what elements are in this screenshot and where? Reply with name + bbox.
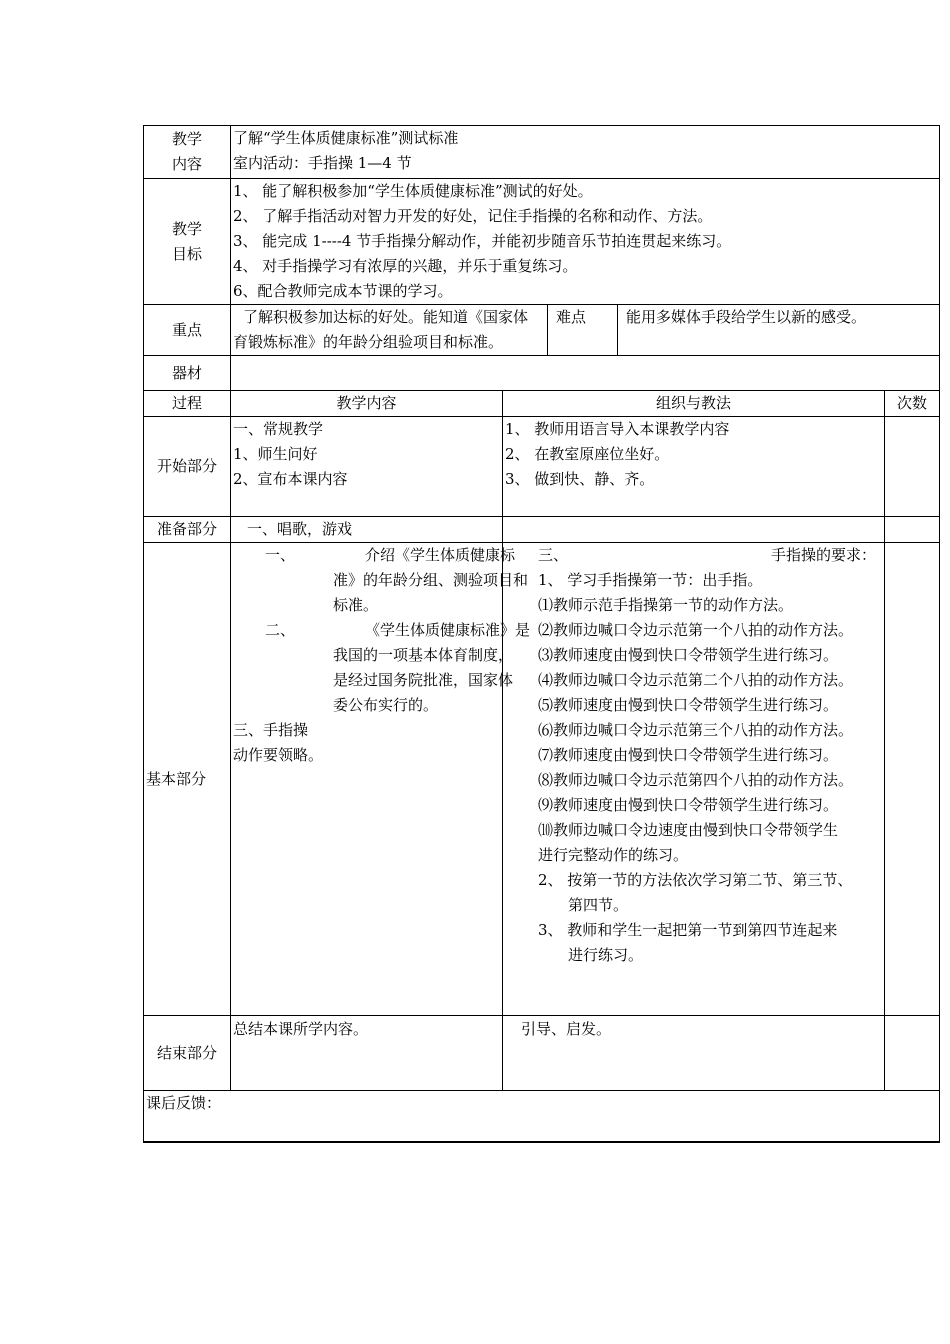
goal-item: 2、 了解手指活动对智力开发的好处，记住手指操的名称和动作、方法。 <box>233 207 713 225</box>
row-process-header <box>144 391 940 417</box>
content-line: 了解“学生体质健康标准”测试标准 <box>233 129 459 147</box>
method-sub-item: ⑶教师速度由慢到快口令带领学生进行练习。 <box>538 646 839 664</box>
method-sub-item: ⑷教师边喊口令边示范第二个八拍的动作方法。 <box>538 671 854 689</box>
method-heading: 三、 手指操的要求： <box>538 546 876 564</box>
method-sub-item: ⑻教师边喊口令边示范第四个八拍的动作方法。 <box>538 771 854 789</box>
content-line: 室内活动：手指操 1—4 节 <box>233 154 412 172</box>
method-sub-item: ⑺教师速度由慢到快口令带领学生进行练习。 <box>538 746 839 764</box>
teaching-content-value <box>231 126 940 179</box>
row-teaching-goals <box>144 179 940 305</box>
goal-item: 4、 对手指操学习有浓厚的兴趣，并乐于重复练习。 <box>233 257 578 275</box>
list-item: 1、师生问好 <box>233 445 318 463</box>
difficulty-label: 难点 <box>548 305 618 356</box>
goal-item: 6、配合教师完成本节课的学习。 <box>233 282 453 300</box>
start-content <box>231 417 503 517</box>
prepare-count <box>885 517 940 543</box>
basic-content <box>231 543 531 1016</box>
start-method <box>503 417 885 517</box>
key-point-value: 了解积极参加达标的好处。能知道《国家体 育锻炼标准》的年龄分组验项目和标准。 <box>231 305 548 356</box>
row-prepare-part <box>144 517 940 543</box>
method-step: 2、 按第一节的方法依次学习第二节、第三节、 <box>538 871 853 889</box>
header-count: 次数 <box>885 391 940 417</box>
row-basic-part <box>144 543 940 1016</box>
row-end-part <box>144 1016 940 1091</box>
header-method: 组织与教法 <box>503 391 885 417</box>
basic-method <box>503 543 885 1016</box>
feedback-label: 课后反馈： <box>146 1094 222 1112</box>
start-count <box>885 417 940 517</box>
basic-content-item-1: 一、 介绍《学生体质健康标 准》的年龄分组、测验项目和 标准。 <box>265 546 529 614</box>
method-sub-item: ⑹教师边喊口令边示范第三个八拍的动作方法。 <box>538 721 854 739</box>
row-start-part <box>144 417 940 517</box>
prepare-method <box>503 517 885 543</box>
basic-content-item-3-sub: 动作要领略。 <box>233 746 324 764</box>
end-method: 引导、启发。 <box>503 1016 885 1091</box>
list-item: 2、宣布本课内容 <box>233 470 348 488</box>
list-item: 一、常规教学 <box>233 420 324 438</box>
key-point-label: 重点 <box>144 305 231 356</box>
header-content: 教学内容 <box>231 391 503 417</box>
row-teaching-content <box>144 126 940 179</box>
equipment-label: 器材 <box>144 356 231 391</box>
method-sub-item: ⑸教师速度由慢到快口令带领学生进行练习。 <box>538 696 839 714</box>
end-part-label: 结束部分 <box>144 1016 231 1091</box>
row-key-difficulty <box>144 305 940 356</box>
lesson-plan-table <box>143 125 940 1143</box>
equipment-value <box>231 356 940 391</box>
teaching-goals-label: 教学 目标 <box>144 179 231 305</box>
method-step-cont: 第四节。 <box>568 896 629 914</box>
row-feedback <box>144 1091 940 1143</box>
goal-item: 1、 能了解积极参加“学生体质健康标准”测试的好处。 <box>233 182 593 200</box>
method-sub-item: ⑴教师示范手指操第一节的动作方法。 <box>538 596 794 614</box>
row-equipment <box>144 356 940 391</box>
method-sub-item: 进行完整动作的练习。 <box>538 846 689 864</box>
list-item: 2、 在教室原座位坐好。 <box>505 445 670 463</box>
teaching-goals-list <box>231 179 940 305</box>
method-sub-item: ⑼教师速度由慢到快口令带领学生进行练习。 <box>538 796 839 814</box>
header-process: 过程 <box>144 391 231 417</box>
basic-content-item-3: 三、手指操 <box>233 721 309 739</box>
start-part-label: 开始部分 <box>144 417 231 517</box>
basic-part-label: 基本部分 <box>144 543 231 1016</box>
method-step: 1、 学习手指操第一节：出手指。 <box>538 571 763 589</box>
goal-item: 3、 能完成 1----4 节手指操分解动作，并能初步随音乐节拍连贯起来练习。 <box>233 232 732 250</box>
list-item: 1、 教师用语言导入本课教学内容 <box>505 420 730 438</box>
difficulty-value: 能用多媒体手段给学生以新的感受。 <box>618 305 940 356</box>
end-content: 总结本课所学内容。 <box>231 1016 503 1091</box>
method-sub-item: ⑽教师边喊口令边速度由慢到快口令带领学生 <box>538 821 839 839</box>
prepare-content: 一、唱歌，游戏 <box>231 517 503 543</box>
feedback-cell <box>144 1091 940 1143</box>
teaching-content-label: 教学 内容 <box>144 126 231 179</box>
method-step: 3、 教师和学生一起把第一节到第四节连起来 <box>538 921 838 939</box>
lesson-plan-sheet <box>143 125 939 1143</box>
list-item: 3、 做到快、静、齐。 <box>505 470 655 488</box>
end-count <box>885 1016 940 1091</box>
method-sub-item: ⑵教师边喊口令边示范第一个八拍的动作方法。 <box>538 621 854 639</box>
basic-content-item-2: 二、 《学生体质健康标准》是 我国的一项基本体育制度， 是经过国务院批准，国家体 委公布实行的。 <box>265 621 531 714</box>
prepare-part-label: 准备部分 <box>144 517 231 543</box>
basic-count <box>885 543 940 1016</box>
method-step-cont: 进行练习。 <box>568 946 644 964</box>
